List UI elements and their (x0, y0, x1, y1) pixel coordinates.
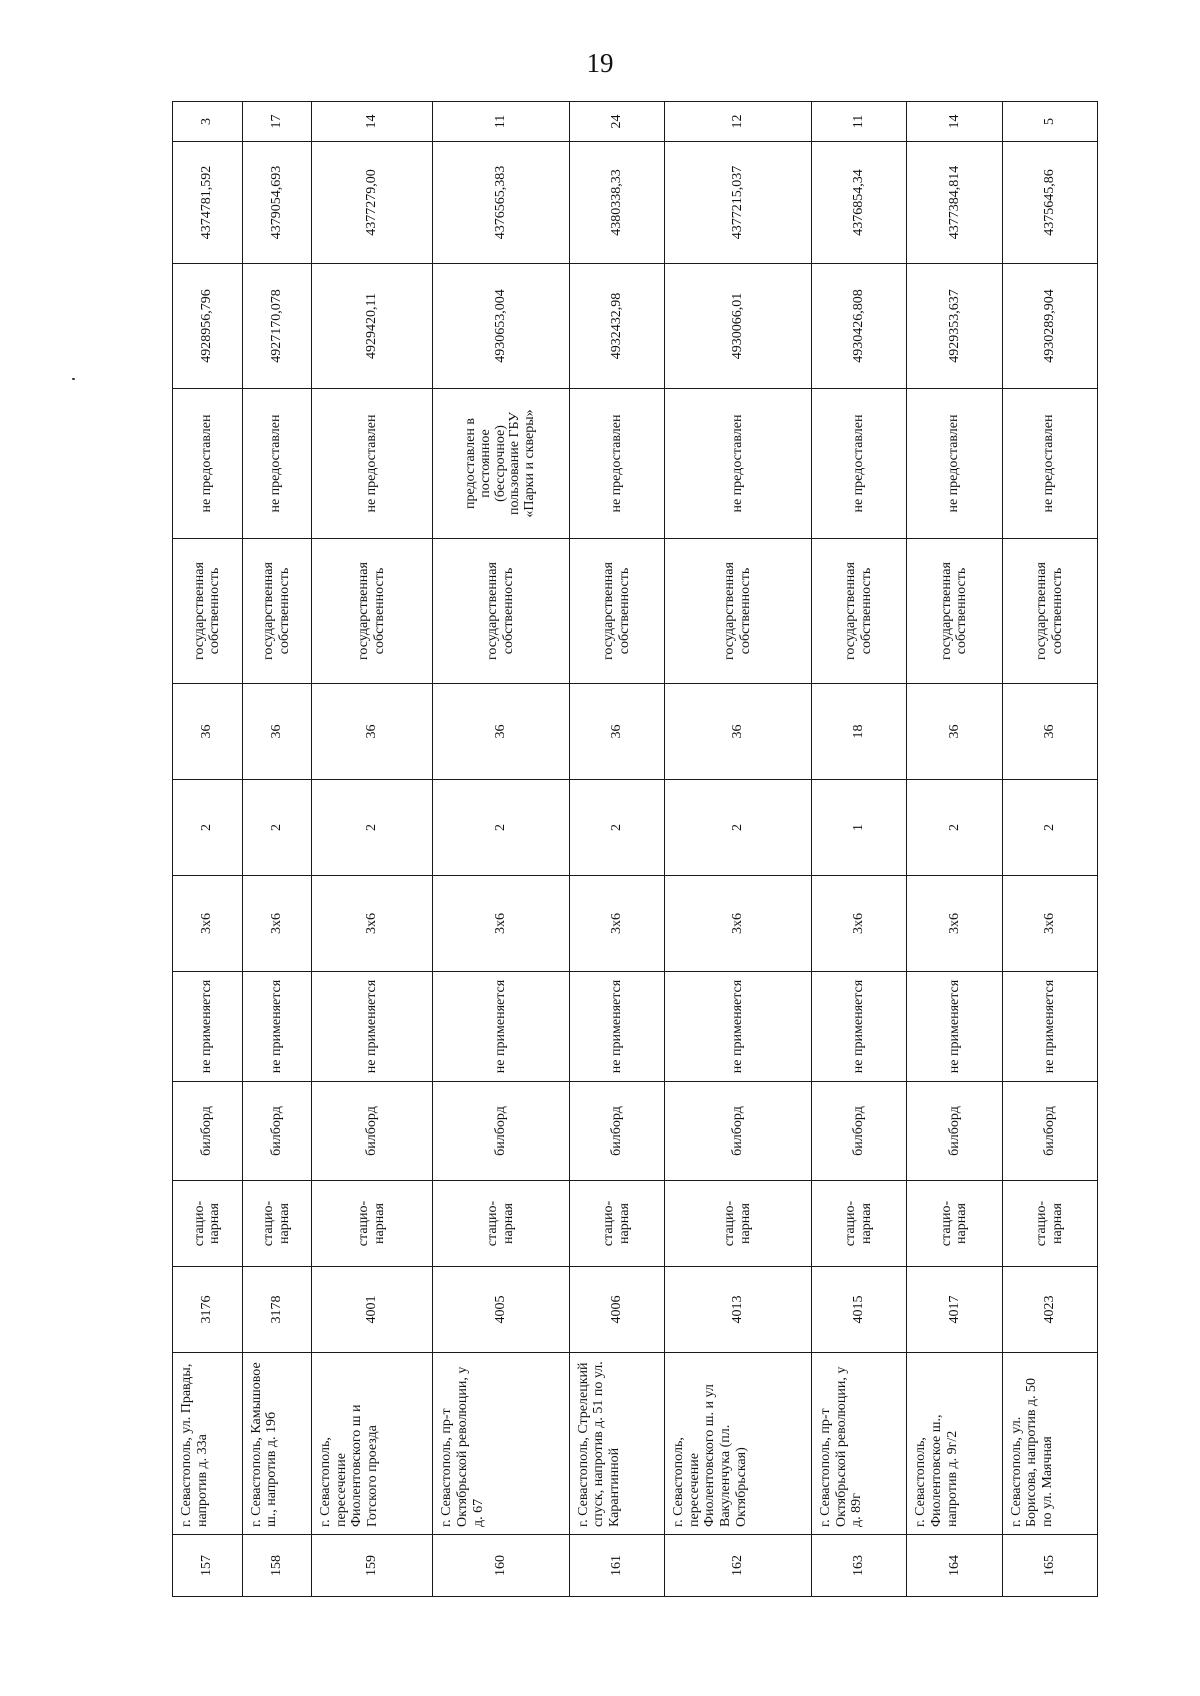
address-cell: г. Севастополь, пересечение Фиолентовского ш и Готского проезда (312, 1353, 433, 1535)
table-row (665, 102, 812, 1597)
table-row (433, 102, 570, 1597)
area-cell: 36 (569, 684, 664, 780)
structure-type-cell: билборд (811, 1082, 906, 1181)
coordinate-x-cell: 4929353,637 (907, 264, 1002, 389)
coordinate-y-cell: 4374781,592 (173, 142, 243, 264)
structure-type-cell: билборд (569, 1082, 664, 1181)
size-cell: 3х6 (242, 876, 312, 972)
coordinate-x-cell: 4930066,01 (665, 264, 812, 389)
structure-code-cell: 4017 (907, 1267, 1002, 1353)
table-row (312, 102, 433, 1597)
row-number: 160 (433, 1535, 570, 1597)
sides-count-cell: 2 (433, 780, 570, 876)
address-cell: г. Севастополь, пр-т Октябрьской революции, у д. 89г (811, 1353, 906, 1535)
land-permit-cell: не предоставлен (1002, 389, 1097, 539)
area-cell: 36 (242, 684, 312, 780)
structure-code-cell: 3176 (173, 1267, 243, 1353)
row-number: 161 (569, 1535, 664, 1597)
table-body (173, 102, 1098, 1597)
ownership-cell: государственная собственность (173, 539, 243, 684)
coordinate-x-cell: 4927170,078 (242, 264, 312, 389)
sides-count-cell: 1 (811, 780, 906, 876)
row-number: 164 (907, 1535, 1002, 1597)
sides-count-cell: 2 (1002, 780, 1097, 876)
structure-kind-cell: стацио-нарная (173, 1181, 243, 1267)
lighting-cell: не применяется (811, 972, 906, 1082)
size-cell: 3х6 (433, 876, 570, 972)
structure-kind-cell: стацио-нарная (312, 1181, 433, 1267)
structure-type-cell: билборд (1002, 1082, 1097, 1181)
last-column-cell: 3 (173, 102, 243, 142)
lighting-cell: не применяется (907, 972, 1002, 1082)
sides-count-cell: 2 (173, 780, 243, 876)
sides-count-cell: 2 (242, 780, 312, 876)
structure-code-cell: 4023 (1002, 1267, 1097, 1353)
structure-kind-cell: стацио-нарная (907, 1181, 1002, 1267)
last-column-cell: 14 (907, 102, 1002, 142)
last-column-cell: 5 (1002, 102, 1097, 142)
sides-count-cell: 2 (569, 780, 664, 876)
structure-type-cell: билборд (433, 1082, 570, 1181)
last-column-cell: 14 (312, 102, 433, 142)
ownership-cell: государственная собственность (433, 539, 570, 684)
size-cell: 3х6 (173, 876, 243, 972)
land-permit-cell: не предоставлен (242, 389, 312, 539)
coordinate-y-cell: 4377279,00 (312, 142, 433, 264)
land-permit-cell: предоставлен в постоянное (бессрочное) пользование ГБУ «Парки и скверы» (433, 389, 570, 539)
sides-count-cell: 2 (665, 780, 812, 876)
lighting-cell: не применяется (242, 972, 312, 1082)
rotated-table-frame (172, 102, 1098, 1597)
land-permit-cell: не предоставлен (811, 389, 906, 539)
area-cell: 36 (1002, 684, 1097, 780)
sides-count-cell: 2 (312, 780, 433, 876)
table-row (569, 102, 664, 1597)
structure-kind-cell: стацио-нарная (665, 1181, 812, 1267)
lighting-cell: не применяется (173, 972, 243, 1082)
coordinate-y-cell: 4377215,037 (665, 142, 812, 264)
structure-code-cell: 4001 (312, 1267, 433, 1353)
structure-code-cell: 4005 (433, 1267, 570, 1353)
area-cell: 36 (312, 684, 433, 780)
land-permit-cell: не предоставлен (569, 389, 664, 539)
ownership-cell: государственная собственность (242, 539, 312, 684)
coordinate-y-cell: 4375645,86 (1002, 142, 1097, 264)
row-number: 159 (312, 1535, 433, 1597)
structure-kind-cell: стацио-нарная (811, 1181, 906, 1267)
coordinate-y-cell: 4380338,33 (569, 142, 664, 264)
address-cell: г. Севастополь, ул. Борисова, напротив д. 50 по ул. Маячная (1002, 1353, 1097, 1535)
table-row (173, 102, 243, 1597)
row-number: 163 (811, 1535, 906, 1597)
structure-code-cell: 4006 (569, 1267, 664, 1353)
last-column-cell: 24 (569, 102, 664, 142)
row-number: 165 (1002, 1535, 1097, 1597)
structure-kind-cell: стацио-нарная (569, 1181, 664, 1267)
table-row (811, 102, 906, 1597)
coordinate-y-cell: 4376565,383 (433, 142, 570, 264)
row-number: 158 (242, 1535, 312, 1597)
coordinate-y-cell: 4379054,693 (242, 142, 312, 264)
row-number: 162 (665, 1535, 812, 1597)
lighting-cell: не применяется (569, 972, 664, 1082)
structure-type-cell: билборд (907, 1082, 1002, 1181)
last-column-cell: 17 (242, 102, 312, 142)
size-cell: 3х6 (811, 876, 906, 972)
structure-kind-cell: стацио-нарная (242, 1181, 312, 1267)
structure-code-cell: 4015 (811, 1267, 906, 1353)
size-cell: 3х6 (312, 876, 433, 972)
advertising-structures-table (172, 101, 1098, 1597)
land-permit-cell: не предоставлен (312, 389, 433, 539)
address-cell: г. Севастополь, пересечение Фиолентовского ш. и ул Вакуленчука (пл. Октябрьская) (665, 1353, 812, 1535)
ownership-cell: государственная собственность (569, 539, 664, 684)
lighting-cell: не применяется (1002, 972, 1097, 1082)
last-column-cell: 12 (665, 102, 812, 142)
area-cell: 36 (433, 684, 570, 780)
structure-code-cell: 3178 (242, 1267, 312, 1353)
land-permit-cell: не предоставлен (907, 389, 1002, 539)
land-permit-cell: не предоставлен (173, 389, 243, 539)
address-cell: г. Севастополь, Фиолентовское ш., напротив д. 9г/2 (907, 1353, 1002, 1535)
size-cell: 3х6 (907, 876, 1002, 972)
lighting-cell: не применяется (312, 972, 433, 1082)
area-cell: 18 (811, 684, 906, 780)
lighting-cell: не применяется (433, 972, 570, 1082)
coordinate-x-cell: 4928956,796 (173, 264, 243, 389)
coordinate-x-cell: 4932432,98 (569, 264, 664, 389)
coordinate-x-cell: 4930653,004 (433, 264, 570, 389)
ownership-cell: государственная собственность (907, 539, 1002, 684)
structure-code-cell: 4013 (665, 1267, 812, 1353)
coordinate-x-cell: 4930289,904 (1002, 264, 1097, 389)
size-cell: 3х6 (1002, 876, 1097, 972)
table-container (172, 102, 1098, 1597)
area-cell: 36 (173, 684, 243, 780)
last-column-cell: 11 (433, 102, 570, 142)
area-cell: 36 (665, 684, 812, 780)
structure-kind-cell: стацио-нарная (433, 1181, 570, 1267)
table-row (242, 102, 312, 1597)
ownership-cell: государственная собственность (312, 539, 433, 684)
structure-type-cell: билборд (173, 1082, 243, 1181)
ownership-cell: государственная собственность (811, 539, 906, 684)
structure-kind-cell: стацио-нарная (1002, 1181, 1097, 1267)
row-number: 157 (173, 1535, 243, 1597)
table-row (907, 102, 1002, 1597)
last-column-cell: 11 (811, 102, 906, 142)
ownership-cell: государственная собственность (665, 539, 812, 684)
address-cell: г. Севастополь, Камышовое ш., напротив д. 19б (242, 1353, 312, 1535)
scan-speck (72, 378, 75, 380)
size-cell: 3х6 (665, 876, 812, 972)
land-permit-cell: не предоставлен (665, 389, 812, 539)
structure-type-cell: билборд (665, 1082, 812, 1181)
sides-count-cell: 2 (907, 780, 1002, 876)
address-cell: г. Севастополь, ул. Правды, напротив д. 33а (173, 1353, 243, 1535)
page-number: 19 (586, 48, 614, 78)
structure-type-cell: билборд (242, 1082, 312, 1181)
structure-type-cell: билборд (312, 1082, 433, 1181)
coordinate-y-cell: 4376854,34 (811, 142, 906, 264)
area-cell: 36 (907, 684, 1002, 780)
coordinate-x-cell: 4930426,808 (811, 264, 906, 389)
table-row (1002, 102, 1097, 1597)
ownership-cell: государственная собственность (1002, 539, 1097, 684)
address-cell: г. Севастополь, пр-т Октябрьской революции, у д. 67 (433, 1353, 570, 1535)
coordinate-x-cell: 4929420,11 (312, 264, 433, 389)
size-cell: 3х6 (569, 876, 664, 972)
address-cell: г. Севастополь, Стрелецкий спуск, напротив д. 51 по ул. Карантинной (569, 1353, 664, 1535)
coordinate-y-cell: 4377384,814 (907, 142, 1002, 264)
lighting-cell: не применяется (665, 972, 812, 1082)
